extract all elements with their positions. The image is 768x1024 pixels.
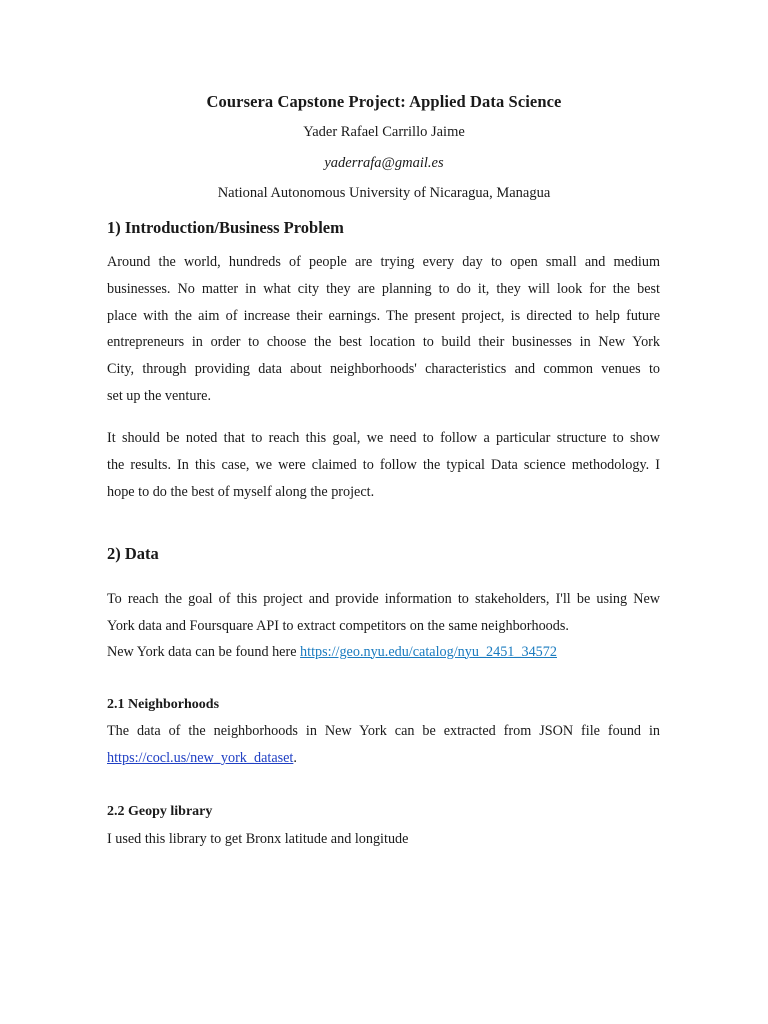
nyc-data-text: New York data can be found here	[107, 643, 301, 660]
paragraph-line: entrepreneurs in order to choose the best location to build their businesses in New York	[107, 334, 660, 351]
author-email: yaderrafa@gmail.es	[324, 155, 444, 171]
paragraph-line: set up the venture.	[107, 387, 212, 404]
paragraph-line: place with the aim of increase their earnings. The present project, is directed to help future	[107, 307, 660, 324]
paragraph-line: York data and Foursquare API to extract competitors on the same neighborhoods.	[107, 617, 569, 634]
nyc-data-link[interactable]: https://geo.nyu.edu/catalog/nyu_2451_34572	[300, 643, 557, 660]
neighborhoods-paragraph	[107, 718, 660, 772]
paragraph-line	[107, 745, 660, 772]
document-title: Coursera Capstone Project: Applied Data Science	[206, 92, 562, 111]
paragraph-line	[107, 640, 660, 664]
section-heading-data: 2) Data	[107, 544, 159, 563]
paragraph-line: City, through providing data about neighborhoods' characteristics and common venues to	[107, 361, 660, 378]
paragraph-line: To reach the goal of this project and provide information to stakeholders, I'll be using New	[107, 591, 660, 607]
paragraph-line: businesses. No matter in what city they are planning to do it, they will look for the best	[107, 280, 660, 297]
author-affiliation: National Autonomous University of Nicaragua, Managua	[217, 185, 551, 201]
paragraph-line: the results. In this case, we were claimed to follow the typical Data science methodology. I	[107, 456, 660, 473]
paragraph-line: The data of the neighborhoods in New York can be extracted from JSON file found in	[107, 723, 660, 739]
subsection-heading-geopy: 2.2 Geopy library	[107, 804, 213, 819]
intro-paragraph-1	[107, 249, 660, 410]
link-suffix: .	[293, 749, 297, 766]
intro-paragraph-2	[107, 425, 660, 505]
subsection-heading-neighborhoods: 2.1 Neighborhoods	[107, 697, 220, 712]
author-name: Yader Rafael Carrillo Jaime	[303, 124, 465, 140]
data-paragraph-1	[107, 586, 660, 664]
geopy-paragraph	[107, 826, 660, 853]
section-heading-introduction: 1) Introduction/Business Problem	[107, 218, 344, 237]
new-york-dataset-link[interactable]: https://cocl.us/new_york_dataset	[107, 749, 294, 766]
paragraph-line: I used this library to get Bronx latitude and longitude	[107, 831, 409, 847]
paragraph-line: hope to do the best of myself along the project.	[107, 483, 375, 500]
paragraph-line: Around the world, hundreds of people are trying every day to open small and medium	[107, 254, 660, 270]
paragraph-line: It should be noted that to reach this goal, we need to follow a particular structure to show	[107, 430, 660, 446]
